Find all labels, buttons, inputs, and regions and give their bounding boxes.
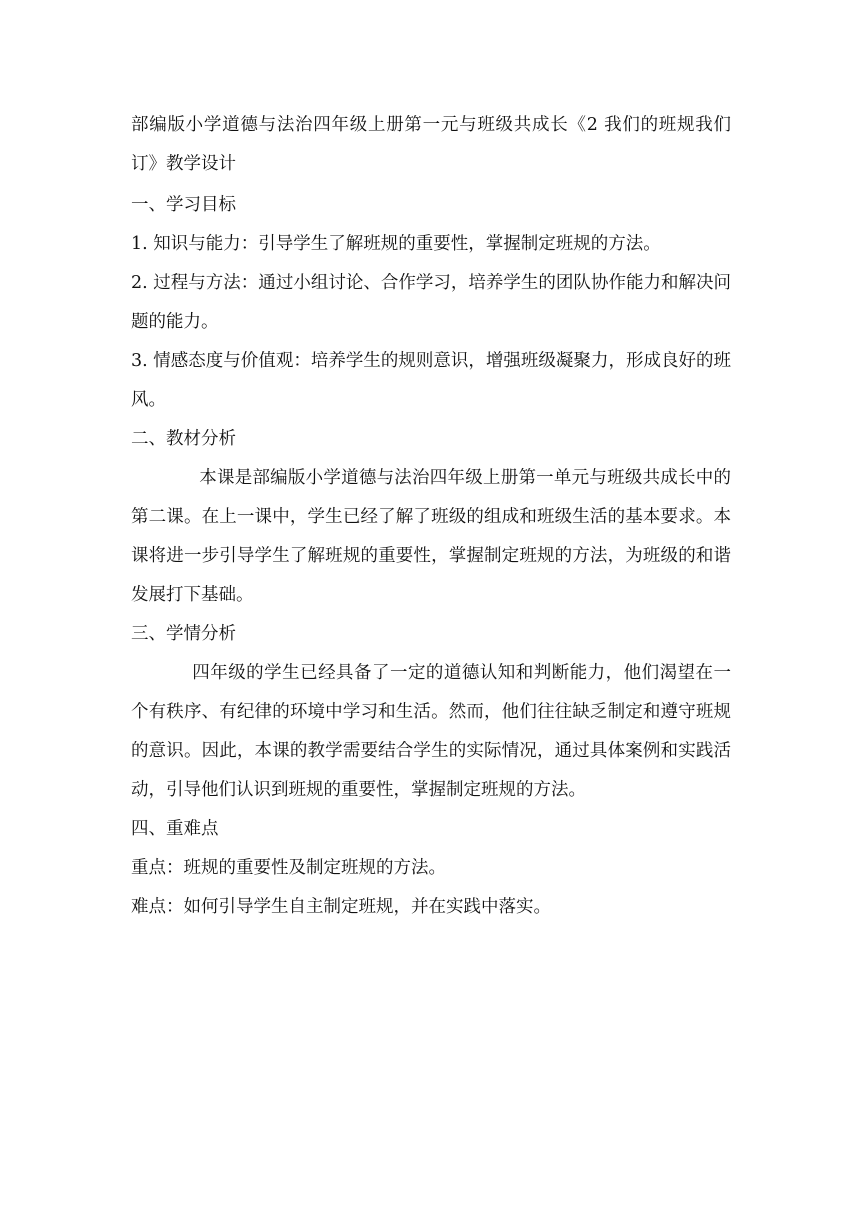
student-analysis-paragraph: 四年级的学生已经具备了一定的道德认知和判断能力，他们渴望在一个有秩序、有纪律的环境中学习和生活。然而，他们往往缺乏制定和遵守班规的意识。因此，本课的教学需要结合学生的实际情况，通过具体案例和实践活动，引导他们认识到班规的重要性，掌握制定班规的方法。 [131,663,731,800]
textbook-analysis-paragraph: 本课是部编版小学道德与法治四年级上册第一单元与班级共成长中的第二课。在上一课中，学生已经了解了班级的组成和班级生活的基本要求。本课将进一步引导学生了解班规的重要性，掌握制定班规的方法，为班级的和谐发展打下基础。 [131,468,731,605]
objective-item-3: 3. 情感态度与价值观：培养学生的规则意识，增强班级凝聚力，形成良好的班风。 [131,351,731,410]
objective-item-2: 2. 过程与方法：通过小组讨论、合作学习，培养学生的团队协作能力和解决问题的能力。 [131,273,731,332]
section-heading-key-difficulties: 四、重难点 [131,819,219,839]
document-page [131,106,731,927]
difficulty-item: 难点：如何引导学生自主制定班规，并在实践中落实。 [131,897,551,917]
section-heading-learning-objectives: 一、学习目标 [131,195,236,215]
section-heading-textbook-analysis: 二、教材分析 [131,429,236,449]
key-point-item: 重点：班规的重要性及制定班规的方法。 [131,858,446,878]
section-heading-student-analysis: 三、学情分析 [131,624,236,644]
document-title: 部编版小学道德与法治四年级上册第一元与班级共成长《2 我们的班规我们订》教学设计 [131,115,731,174]
objective-item-1: 1. 知识与能力：引导学生了解班规的重要性，掌握制定班规的方法。 [131,234,661,254]
